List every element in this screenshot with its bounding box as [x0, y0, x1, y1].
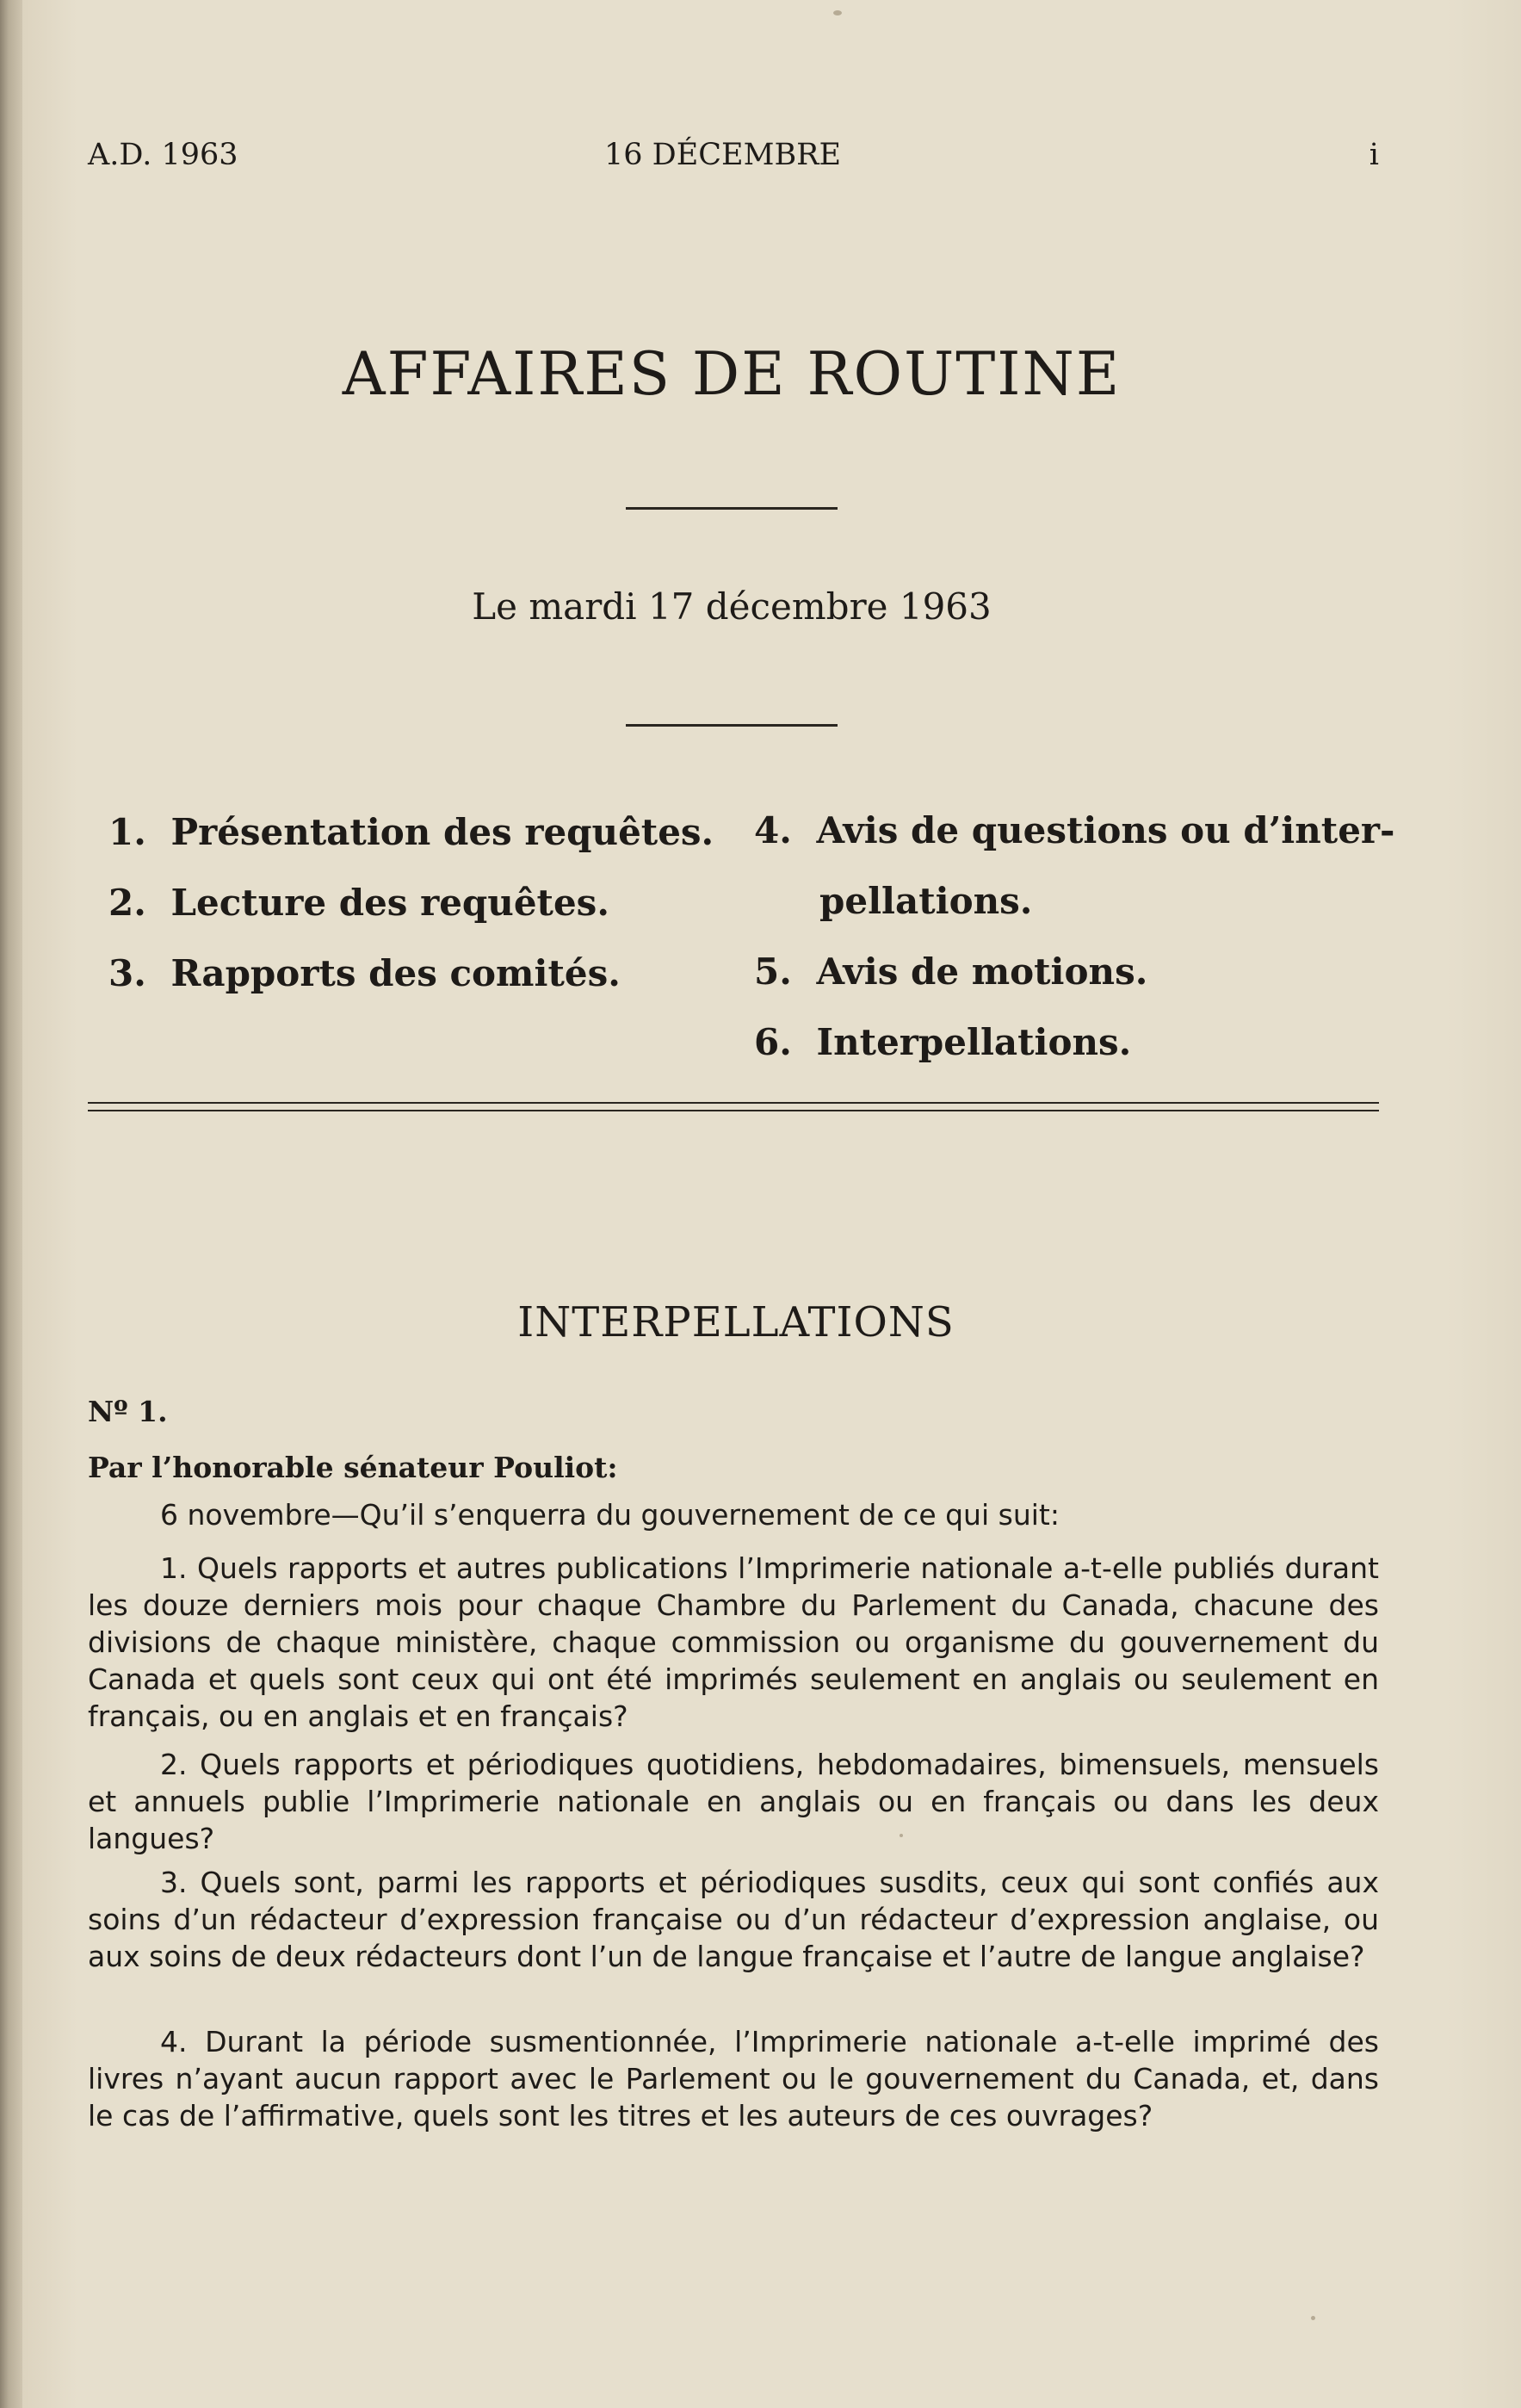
header-date: 16 DÉCEMBRE: [604, 138, 842, 172]
section-divider: [88, 1102, 1379, 1111]
order-item: [108, 882, 609, 924]
paper-speck: [900, 1834, 903, 1837]
paper-speck: [833, 10, 842, 15]
order-item-text: Interpellations.: [816, 1021, 1132, 1063]
order-item-number: 1.: [108, 811, 146, 853]
order-item-number: 6.: [754, 1021, 792, 1063]
order-item: [754, 809, 1394, 851]
order-item: [108, 811, 714, 853]
order-item-continuation: [819, 880, 1032, 922]
section-heading: INTERPELLATIONS: [517, 1298, 955, 1346]
order-item-text: Avis de motions.: [816, 950, 1148, 993]
order-item-number: 4.: [754, 809, 792, 851]
question-paragraph: 1. Quels rapports et autres publications l’Imprimerie nationale a-t-elle publiés durant les douze derniers mois pour chaque Chambre du Parlement du Canada, chacune des divisions de chaque ministère, chaque commission ou organisme du gouvernement du Canada et quels sont ceux qui ont été imprimés seulement en anglais ou seulement en français, ou en anglais et en français?: [88, 1551, 1379, 1733]
question-paragraph: 6 novembre—Qu’il s’enquerra du gouvernement de ce qui suit:: [160, 1498, 1060, 1532]
question-paragraph: 2. Quels rapports et périodiques quotidiens, hebdomadaires, bimensuels, mensuels et annuels publie l’Imprimerie nationale en anglais ou en français ou dans les deux langues?: [88, 1748, 1379, 1855]
page-title: AFFAIRES DE ROUTINE: [342, 340, 1122, 409]
order-item-number: 2.: [108, 882, 146, 924]
order-item: [108, 952, 621, 994]
order-item-text: Présentation des requêtes.: [170, 811, 714, 853]
question-author: Par l’honorable sénateur Pouliot:: [88, 1451, 618, 1484]
date-rule: [626, 724, 838, 727]
page-number: i: [1369, 138, 1379, 172]
question-paragraph: 3. Quels sont, parmi les rapports et périodiques susdits, ceux qui sont confiés aux soins d’un rédacteur d’expression française ou d’un rédacteur d’expression anglaise, ou aux soins de deux rédacteurs dont l’un de langue française et l’autre de langue anglaise?: [88, 1866, 1379, 1973]
sitting-date: Le mardi 17 décembre 1963: [472, 585, 992, 628]
order-item: [754, 950, 1147, 993]
paper-speck: [1311, 2316, 1315, 2320]
order-item-text: pellations.: [819, 880, 1033, 922]
order-item-number: 5.: [754, 950, 792, 993]
order-item-number: 3.: [108, 952, 146, 994]
order-item-text: Rapports des comités.: [170, 952, 621, 994]
order-item: [754, 1021, 1131, 1063]
question-paragraph: 4. Durant la période susmentionnée, l’Imprimerie nationale a-t-elle imprimé des livres n’ayant aucun rapport avec le Parlement ou le gouvernement du Canada, et, dans le cas de l’affirmative, quels sont les titres et les auteurs de ces ouvrages?: [88, 2025, 1379, 2133]
header-year: A.D. 1963: [88, 138, 238, 172]
order-item-text: Avis de questions ou d’inter-: [816, 809, 1395, 851]
title-rule: [626, 507, 838, 510]
running-head: [88, 138, 1379, 181]
order-item-text: Lecture des requêtes.: [170, 882, 609, 924]
question-number: Nº 1.: [88, 1395, 168, 1428]
